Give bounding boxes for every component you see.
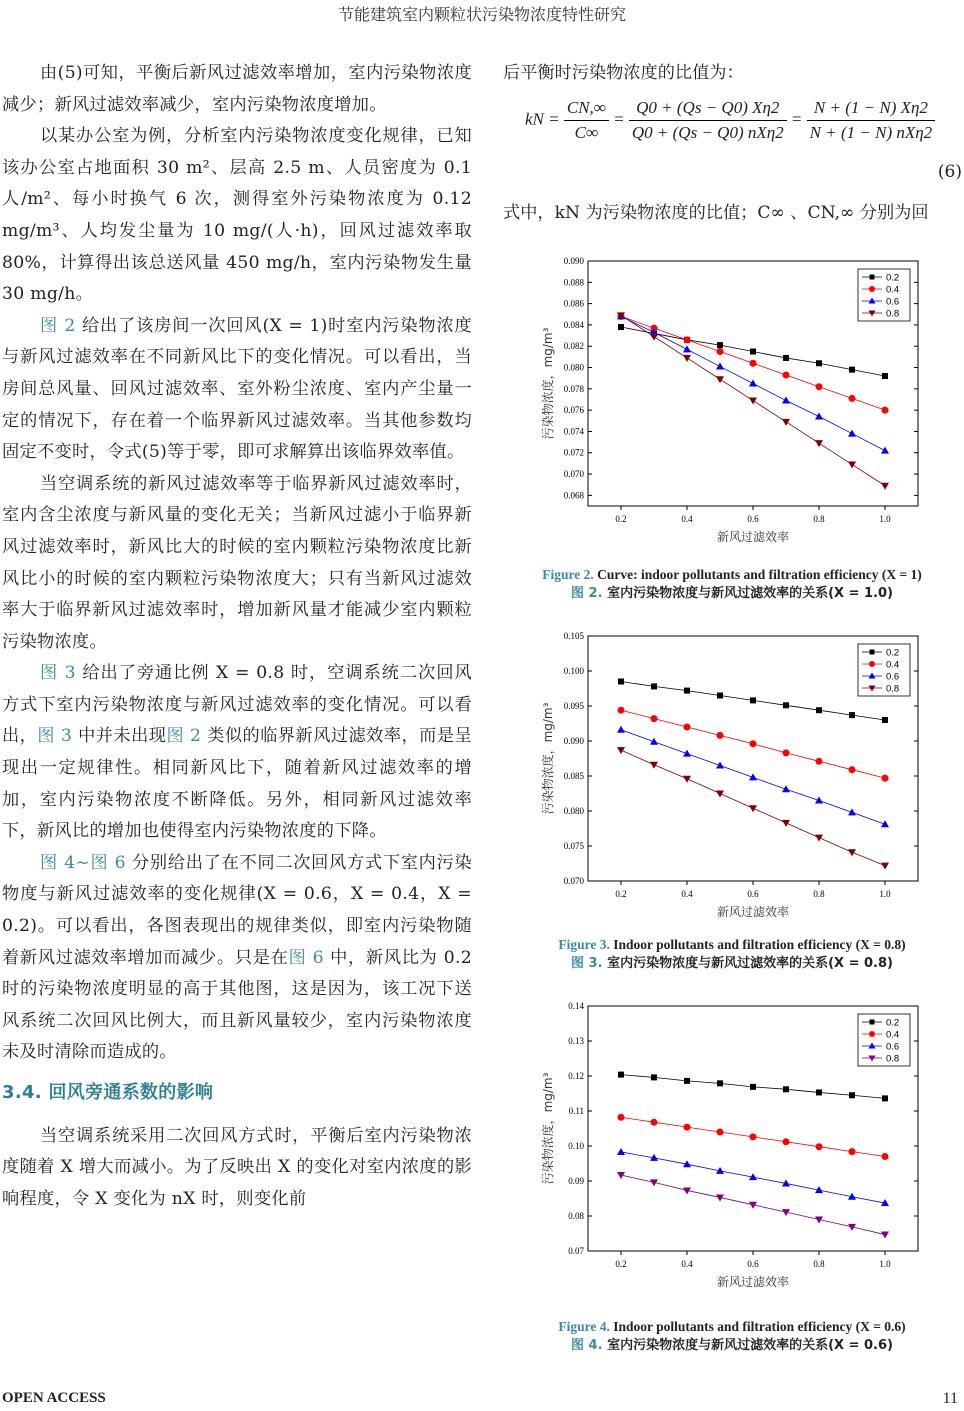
data-point: [684, 1124, 691, 1131]
data-point: [750, 740, 757, 747]
y-tick-label: 0.068: [563, 490, 584, 501]
series-0.4: [618, 1114, 889, 1160]
data-point: [848, 430, 856, 437]
data-point: [617, 747, 625, 754]
x-tick-label: 0.4: [681, 514, 693, 524]
data-point: [650, 738, 658, 745]
legend-marker: [870, 275, 875, 280]
figure-2-caption-en: Curve: indoor pollutants and filtration efficiency (X = 1): [593, 567, 922, 582]
y-axis-label: 污染物浓度，mg/m³: [541, 702, 555, 815]
y-tick-label: 0.095: [563, 701, 584, 711]
legend-label: 0.6: [886, 296, 900, 308]
data-point: [750, 349, 756, 355]
data-point: [683, 355, 691, 362]
data-point: [849, 1092, 855, 1098]
paragraph-5: [2, 658, 472, 848]
paragraph-2: 以某办公室为例，分析室内污染物浓度变化规律，已知该办公室占地面积 30 m²、层高 2.5 m、人员密度为 0.1 人/m²、每小时换气 6 次，测得室外污染物浓度为 0.12 mg/m³、人均发尘量为 10 mg/(人·h)，回风过滤效率取 80%，计算得出该总送风量 450 mg/h，室内污染物发生量 30 mg/h。: [2, 126, 472, 305]
paragraph-5-text-c: 类似的临界新风过滤效率，而是呈现出一定规律性。相同新风比下，随着新风过滤效率的增加，室内污染物浓度不断降低。另外，相同新风过滤效率下，新风比的增加也使得室内污染物浓度的下降。: [2, 726, 472, 842]
x-tick-label: 0.8: [813, 1259, 825, 1269]
data-point: [749, 805, 757, 812]
paragraph-6-text-b: 中，新风比为 0.2 时的污染物浓度明显的高于其他图，这是因为，该工况下送风系统二次回风比例大，而且新风量较少，室内污染物浓度未及时清除而造成的。: [2, 947, 472, 1063]
data-point: [849, 367, 855, 373]
figure-3-label: Figure 3.: [558, 937, 610, 952]
y-tick-label: 0.088: [563, 277, 584, 288]
data-point: [881, 820, 889, 827]
y-tick-label: 0.11: [568, 1106, 584, 1116]
fraction-2-denominator: Q0 + (Qs − Q0) nXη2: [631, 123, 784, 142]
figure-2-label: Figure 2.: [542, 567, 594, 582]
data-point: [684, 1078, 690, 1084]
equals-sign-2: =: [790, 109, 803, 129]
data-point: [882, 1153, 889, 1160]
series-0.8: [617, 747, 889, 870]
data-point: [651, 1074, 657, 1080]
chart-svg: [500, 995, 930, 1300]
y-tick-label: 0.08: [568, 1211, 584, 1221]
figure-4-label-zh: 图 4.: [571, 1338, 603, 1353]
figure-3-caption-en: Indoor pollutants and filtration efficiency (X = 0.8): [609, 937, 906, 952]
figure-4-caption-zh: 室内污染物浓度与新风过滤效率的关系(X = 0.6): [602, 1338, 893, 1353]
data-point: [783, 1086, 789, 1092]
legend-marker: [870, 650, 875, 655]
paragraph-3-text: 给出了该房间一次回风(X = 1)时室内污染物浓度与新风过滤效率在不同新风比下的变化情况。可以看出，当房间总风量、回风过滤效率、室外粉尘浓度、室内产尘量一定的情况下，存在着一个临界新风过滤效率。当其他参数均固定不变时，令式(5)等于零，即可求解算出该临界效率值。: [2, 315, 472, 463]
figure-3-caption-zh: 室内污染物浓度与新风过滤效率的关系(X = 0.8): [602, 956, 893, 971]
y-tick-label: 0.085: [563, 771, 584, 781]
x-tick-label: 0.8: [813, 889, 825, 899]
series-0.2: [618, 1072, 888, 1102]
legend-marker: [869, 286, 875, 292]
data-point: [716, 362, 724, 369]
data-point: [717, 1080, 723, 1086]
data-point: [816, 707, 822, 713]
fraction-3-denominator: N + (1 − N) nXη2: [809, 123, 933, 142]
y-tick-label: 0.12: [568, 1071, 584, 1081]
paragraph-4: 当空调系统的新风过滤效率等于临界新风过滤效率时，室内含尘浓度与新风量的变化无关；当新风过滤小于临界新风过滤效率时，新风比大的时候的室内颗粒污染物浓度比新风比小的时候的室内颗粒污染物浓度大；只有当新风过滤效率大于临界新风过滤效率时，增加新风量才能减少室内颗粒污染物浓度。: [2, 473, 472, 652]
paragraph-6-text-a: 分别给出了在不同二次回风方式下室内污染物度与新风过滤效率的变化规律(X = 0.6，X = 0.4，X = 0.2)。可以看出，各图表现出的规律类似，即室内污染物随着新风过滤效率增加而减少。只是在: [2, 852, 472, 968]
series-0.2: [618, 679, 888, 724]
x-tick-label: 0.4: [681, 889, 693, 899]
y-tick-label: 0.084: [563, 319, 584, 330]
data-point: [881, 1232, 889, 1239]
series-0.4: [618, 707, 889, 782]
figure-3-label-zh: 图 3.: [571, 956, 603, 971]
data-point: [848, 808, 856, 815]
series-0.6: [617, 1148, 889, 1206]
x-tick-label: 0.6: [747, 1259, 759, 1269]
fraction-2: [629, 98, 787, 143]
legend-label: 0.6: [886, 671, 900, 683]
data-point: [617, 726, 625, 733]
right-intro: 后平衡时污染物浓度的比值为：: [503, 63, 744, 83]
data-point: [783, 371, 790, 378]
data-point: [816, 1143, 823, 1150]
paragraph-6: [2, 848, 472, 1069]
legend-label: 0.4: [886, 1029, 900, 1041]
y-tick-label: 0.082: [563, 341, 584, 352]
formula-explanation: 式中，kN 为污染物浓度的比值；C∞ 、CN,∞ 分别为回: [503, 203, 929, 223]
paragraph-7: 当空调系统采用二次回风方式时，平衡后室内污染物浓度随着 X 增大而减小。为了反映出 X 的变化对室内浓度的影响程度，令 X 变化为 nX 时，则变化前: [2, 1125, 472, 1209]
data-point: [782, 397, 790, 404]
data-point: [849, 712, 855, 718]
x-tick-label: 0.2: [615, 514, 627, 524]
y-tick-label: 0.070: [563, 876, 584, 886]
figure-2-link-2[interactable]: 图 2: [166, 726, 202, 747]
data-point: [749, 773, 757, 780]
figure-2-chart: [500, 250, 930, 555]
data-point: [684, 336, 691, 343]
legend-label: 0.2: [886, 647, 900, 659]
data-point: [815, 440, 823, 447]
equation-6: [525, 98, 955, 170]
footer-open-access: OPEN ACCESS: [2, 1390, 106, 1406]
figure-2-caption-zh: 室内污染物浓度与新风过滤效率的关系(X = 1.0): [602, 586, 893, 601]
y-tick-label: 0.072: [563, 447, 584, 458]
x-axis-label: 新风过滤效率: [716, 1275, 790, 1289]
x-tick-label: 0.8: [813, 514, 825, 524]
y-tick-label: 0.09: [568, 1176, 584, 1186]
y-tick-label: 0.10: [568, 1141, 584, 1151]
data-point: [782, 419, 790, 426]
chart-svg: [500, 250, 930, 555]
page-number: 11: [942, 1390, 958, 1407]
data-point: [617, 1148, 625, 1155]
data-point: [816, 360, 822, 366]
legend-marker: [869, 1031, 875, 1037]
data-point: [750, 1084, 756, 1090]
x-tick-label: 1.0: [879, 889, 891, 899]
paragraph-1: 由(5)可知，平衡后新风过滤效率增加，室内污染物浓度减少；新风过滤效率减少，室内污染物浓度增加。: [2, 63, 472, 115]
data-point: [684, 688, 690, 694]
data-point: [716, 791, 724, 798]
series-0.8: [617, 1172, 889, 1239]
data-point: [717, 348, 724, 355]
fraction-1-denominator: C∞: [574, 123, 599, 142]
x-axis-label: 新风过滤效率: [716, 530, 790, 544]
fraction-1-numerator: CN,∞: [564, 98, 609, 121]
legend-label: 0.8: [886, 683, 900, 695]
data-point: [782, 785, 790, 792]
legend: [858, 269, 910, 321]
data-point: [816, 1089, 822, 1095]
y-tick-label: 0.074: [563, 426, 584, 437]
data-point: [882, 373, 888, 379]
figure-3-caption: [500, 935, 964, 973]
x-axis-label: 新风过滤效率: [716, 905, 790, 919]
data-point: [618, 324, 624, 330]
figure-3-chart: [500, 625, 930, 930]
data-point: [684, 724, 691, 731]
x-tick-label: 0.6: [747, 514, 759, 524]
series-0.2: [618, 324, 888, 379]
legend-label: 0.2: [886, 1017, 900, 1029]
data-point: [750, 360, 757, 367]
figure-2-label-zh: 图 2.: [571, 586, 603, 601]
y-tick-label: 0.07: [568, 1246, 584, 1256]
legend-label: 0.2: [886, 272, 900, 284]
data-point: [849, 1148, 856, 1155]
data-point: [849, 395, 856, 402]
data-point: [651, 683, 657, 689]
y-tick-label: 0.090: [563, 256, 584, 266]
figure-3-link[interactable]: 图 3: [40, 663, 76, 684]
fraction-3-numerator: N + (1 − N) Xη2: [807, 98, 936, 121]
figure-4-caption: [500, 1317, 964, 1355]
data-point: [783, 355, 789, 361]
x-tick-label: 0.6: [747, 889, 759, 899]
figure-4-caption-en: Indoor pollutants and filtration efficiency (X = 0.6): [609, 1319, 906, 1334]
data-point: [881, 863, 889, 870]
equation-number: (6): [937, 162, 962, 182]
data-point: [815, 797, 823, 804]
data-point: [882, 1095, 888, 1101]
fraction-2-numerator: Q0 + (Qs − Q0) Xη2: [629, 98, 787, 121]
data-point: [650, 762, 658, 769]
y-tick-label: 0.080: [563, 806, 584, 816]
data-point: [618, 1072, 624, 1078]
legend: [858, 644, 910, 696]
x-tick-label: 0.4: [681, 1259, 693, 1269]
y-tick-label: 0.086: [563, 298, 584, 309]
figure-4-label: Figure 4.: [558, 1319, 610, 1334]
data-point: [816, 383, 823, 390]
chart-svg: [500, 625, 930, 930]
data-point: [683, 750, 691, 757]
data-point: [717, 342, 723, 348]
data-point: [618, 1114, 625, 1121]
y-tick-label: 0.105: [563, 631, 584, 641]
legend-label: 0.4: [886, 659, 900, 671]
x-tick-label: 1.0: [879, 514, 891, 524]
data-point: [882, 717, 888, 723]
x-tick-label: 0.2: [615, 1259, 627, 1269]
data-point: [717, 1129, 724, 1136]
data-point: [783, 749, 790, 756]
figure-4-chart: [500, 995, 930, 1300]
y-tick-label: 0.14: [568, 1001, 584, 1011]
paragraph-3: [2, 311, 472, 469]
data-point: [651, 1119, 658, 1126]
left-column: [2, 58, 472, 1215]
equals-sign: =: [613, 109, 625, 129]
y-tick-label: 0.090: [563, 736, 584, 746]
formula-lhs: kN =: [525, 109, 560, 129]
data-point: [881, 483, 889, 490]
data-point: [750, 1133, 757, 1140]
figure-3-link-2[interactable]: 图 3: [37, 726, 73, 747]
y-tick-label: 0.078: [563, 383, 584, 394]
data-point: [815, 413, 823, 420]
y-tick-label: 0.070: [563, 469, 584, 480]
legend-label: 0.4: [886, 284, 900, 296]
figure-4-6-link[interactable]: 图 4~图 6: [40, 852, 126, 873]
data-point: [882, 407, 889, 414]
legend: [858, 1014, 910, 1066]
legend-label: 0.8: [886, 1053, 900, 1065]
data-point: [815, 835, 823, 842]
series-0.6: [617, 312, 889, 453]
data-point: [717, 693, 723, 699]
y-tick-label: 0.076: [563, 405, 584, 416]
legend-label: 0.8: [886, 308, 900, 320]
y-axis-label: 污染物浓度，mg/m³: [541, 327, 555, 440]
data-point: [881, 447, 889, 454]
y-tick-label: 0.080: [563, 362, 584, 373]
data-point: [683, 776, 691, 783]
figure-6-link[interactable]: 图 6: [288, 947, 324, 968]
x-tick-label: 1.0: [879, 1259, 891, 1269]
data-point: [848, 461, 856, 468]
legend-label: 0.6: [886, 1041, 900, 1053]
data-point: [882, 775, 889, 782]
data-point: [716, 762, 724, 769]
paragraph-5-text-b: 中并未出现: [72, 726, 167, 747]
data-point: [750, 697, 756, 703]
fraction-1: [564, 98, 609, 143]
figure-2-link[interactable]: 图 2: [40, 315, 76, 336]
data-point: [683, 345, 691, 352]
data-point: [618, 707, 625, 714]
y-tick-label: 0.13: [568, 1036, 584, 1046]
data-point: [749, 380, 757, 387]
data-point: [717, 732, 724, 739]
y-tick-label: 0.075: [563, 841, 584, 851]
series-0.8: [617, 312, 889, 489]
data-point: [782, 820, 790, 827]
x-tick-label: 0.2: [615, 889, 627, 899]
data-point: [716, 376, 724, 383]
figure-2-caption: [500, 565, 964, 603]
data-point: [650, 334, 658, 341]
data-point: [816, 758, 823, 765]
fraction-3: [807, 98, 936, 143]
y-tick-label: 0.100: [563, 666, 584, 676]
y-axis-label: 污染物浓度，mg/m³: [541, 1072, 555, 1185]
data-point: [849, 766, 856, 773]
running-header: 节能建筑室内颗粒状污染物浓度特性研究: [337, 5, 626, 24]
data-point: [651, 715, 658, 722]
data-point: [749, 398, 757, 405]
data-point: [618, 679, 624, 685]
data-point: [783, 1138, 790, 1145]
legend-marker: [869, 661, 875, 667]
data-point: [848, 849, 856, 856]
legend-marker: [870, 1020, 875, 1025]
data-point: [783, 702, 789, 708]
paragraph-5-text-a: 给出了旁通比例 X = 0.8 时，空调系统二次回风方式下室内污染物浓度与新风过滤效率的变化情况。可以看出，: [2, 663, 472, 747]
section-heading: 3.4. 回风旁通系数的影响: [2, 1082, 214, 1103]
